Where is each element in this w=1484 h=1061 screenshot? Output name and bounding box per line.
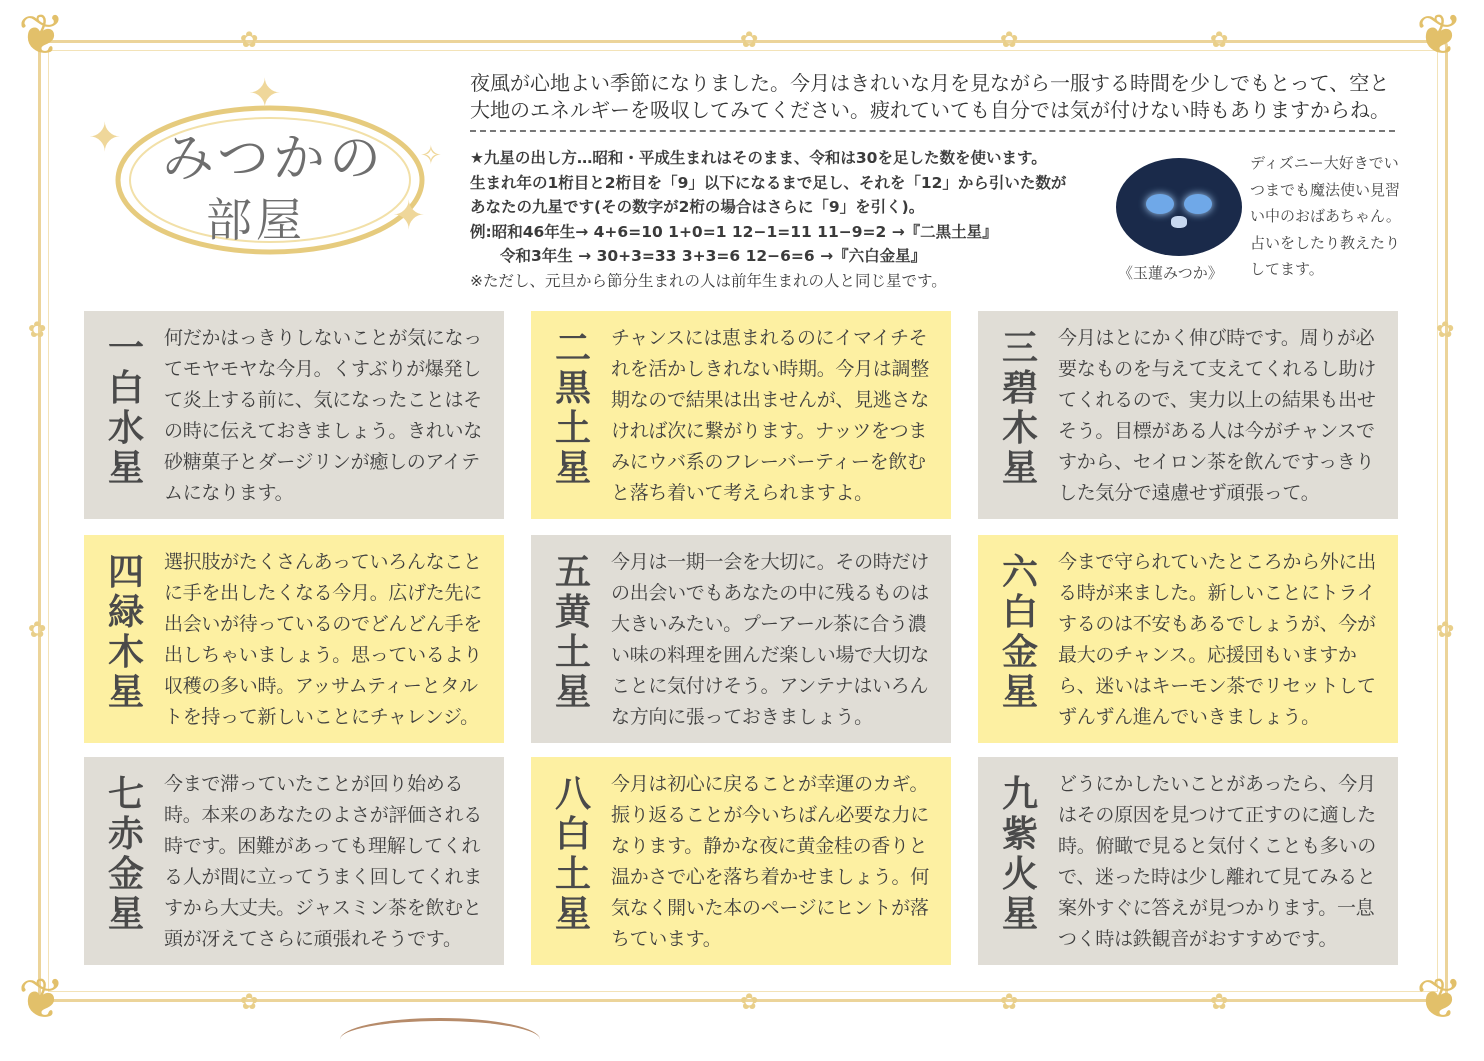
howto-line: あなたの九星です(その数字が2桁の場合はさらに「9」を引く)。 — [470, 198, 925, 216]
avatar-eye — [1184, 194, 1212, 214]
star-name: 九紫火星 — [1001, 774, 1038, 935]
star-name: 二黒土星 — [554, 328, 591, 489]
page-title-line1: みつかの — [162, 129, 385, 189]
decorative-curl — [340, 1018, 540, 1061]
flower-ornament: ✿ — [240, 28, 259, 53]
flower-ornament: ✿ — [1000, 28, 1019, 53]
page-title-line2: 部屋 — [206, 193, 306, 247]
fortune-card — [84, 311, 504, 519]
fortune-text: 選択肢がたくさんあっていろんなことに手を出したくなる今月。広げた先に出会いが待っているのでどんどん手を出しちゃいましょう。思っているより収穫の多い時。アッサムティーとタルトを持って新しいことにチャレンジ。 — [164, 551, 482, 728]
author-profile: ディズニー大好きでいつまでも魔法使い見習い中のおばあちゃん。占いをしたり教えたりしてます。 — [1250, 154, 1401, 278]
fortune-text: 何だかはっきりしないことが気になってモヤモヤな今月。くすぶりが爆発して炎上する前に、気になったことはその時に伝えておきましょう。きれいな砂糖菓子とダージリンが癒しのアイテムになります。 — [164, 327, 482, 504]
sparkle-icon: ✧ — [420, 141, 442, 171]
fortune-card — [531, 311, 951, 519]
fortune-card — [84, 757, 504, 965]
author-name: 《玉蓮みつか》 — [1118, 264, 1223, 282]
fortune-card — [531, 757, 951, 965]
sparkle-icon: ✦ — [248, 71, 282, 117]
fortune-card — [978, 757, 1398, 965]
flower-ornament: ✿ — [740, 28, 759, 53]
flower-ornament: ✿ — [1000, 990, 1019, 1015]
sparkle-icon: ✦ — [392, 193, 426, 239]
intro-text: 夜風が心地よい季節になりました。今月はきれいな月を見ながら一服する時間を少しでもとって、空と大地のエネルギーを吸収してみてください。疲れていても自分では気が付けない時もありますからね。 — [470, 71, 1390, 122]
flower-ornament: ✿ — [28, 618, 47, 643]
star-name: 八白土星 — [554, 774, 591, 935]
corner-ornament-bottom-left: ❦ — [18, 967, 65, 1032]
fortune-card — [531, 535, 951, 743]
fortune-card — [978, 535, 1398, 743]
flower-ornament: ✿ — [1210, 28, 1229, 53]
title-plaque — [110, 100, 430, 260]
fortune-text: 今月は初心に戻ることが幸運のカギ。振り返ることが今いちばん必要な力になります。静かな夜に黄金桂の香りと温かさで心を落ち着かせましょう。何気なく開いた本のページにヒントが落ちています。 — [611, 773, 929, 950]
corner-ornament-bottom-right: ❦ — [1416, 967, 1463, 1032]
fortune-text: 今月はとにかく伸び時です。周りが必要なものを与えて支えてくれるし助けてくれるので、実力以上の結果も出せそう。目標がある人は今がチャンスですから、セイロン茶を飲んですっきりした気分で遠慮せず頑張って。 — [1058, 327, 1376, 504]
fortune-text: 今まで滞っていたことが回り始める時。本来のあなたのよさが評価される時です。困難があっても理解してくれる人が間に立ってうまく回してくれますから大丈夫。ジャスミン茶を飲むと頭が冴えてさらに頑張れそうです。 — [164, 773, 482, 950]
fortune-text: どうにかしたいことがあったら、今月はその原因を見つけて正すのに適した時。俯瞰で見ると気付くことも多いので、迷った時は少し離れて見てみると案外すぐに答えが見つかります。一息つく時は鉄観音がおすすめです。 — [1058, 773, 1376, 950]
star-name: 七赤金星 — [107, 774, 144, 935]
fortune-card — [978, 311, 1398, 519]
howto-example: 例:昭和46年生→ 4+6=10 1+0=1 12−1=11 11−9=2 →『二黒土星』 — [470, 222, 998, 241]
flower-ornament: ✿ — [1210, 990, 1229, 1015]
flower-ornament: ✿ — [1436, 318, 1455, 343]
fortune-text: 今まで守られていたところから外に出る時が来ました。新しいことにトライするのは不安もあるでしょうが、今が最大のチャンス。応援団もいますから、迷いはキーモン茶でリセットしてずんずん進んでいきましょう。 — [1058, 551, 1376, 728]
star-name: 六白金星 — [1001, 552, 1038, 713]
flower-ornament: ✿ — [240, 990, 259, 1015]
star-name: 三碧木星 — [1001, 328, 1038, 489]
corner-ornament-top-right: ❦ — [1416, 3, 1463, 68]
avatar-eye — [1146, 194, 1174, 214]
star-name: 四緑木星 — [107, 552, 144, 713]
fortune-text: チャンスには恵まれるのにイマイチそれを活かしきれない時期。今月は調整期なので結果は出ませんが、見逃さなければ次に繋がります。ナッツをつまみにウバ系のフレーバーティーを飲むと落ち着いて考えられますよ。 — [611, 327, 929, 504]
flower-ornament: ✿ — [28, 318, 47, 343]
nine-star-howto — [470, 146, 1110, 293]
howto-example: 令和3年生 → 30+3=33 3+3=6 12−6=6 →『六白金星』 — [500, 247, 927, 265]
author-avatar — [1116, 158, 1242, 256]
howto-line: ★九星の出し方…昭和・平成生まれはそのまま、令和は30を足した数を使います。 — [470, 149, 1047, 167]
avatar-nose — [1171, 216, 1187, 228]
flower-ornament: ✿ — [1436, 618, 1455, 643]
corner-ornament-top-left: ❦ — [18, 3, 65, 68]
star-name: 五黄土星 — [554, 552, 591, 713]
howto-note: ※ただし、元旦から節分生まれの人は前年生まれの人と同じ星です。 — [470, 271, 947, 290]
sparkle-icon: ✦ — [88, 115, 122, 161]
howto-line: 生まれ年の1桁目と2桁目を「9」以下になるまで足し、それを「12」から引いた数が — [470, 173, 1067, 192]
dashed-divider — [470, 130, 1395, 132]
fortune-text: 今月は一期一会を大切に。その時だけの出会いでもあなたの中に残るものは大きいみたい。プーアール茶に合う濃い味の料理を囲んだ楽しい場で大切なことに気付けそう。アンテナはいろんな方向に張っておきましょう。 — [611, 551, 929, 728]
flower-ornament: ✿ — [740, 990, 759, 1015]
fortune-card — [84, 535, 504, 743]
star-name: 一白水星 — [107, 328, 144, 489]
